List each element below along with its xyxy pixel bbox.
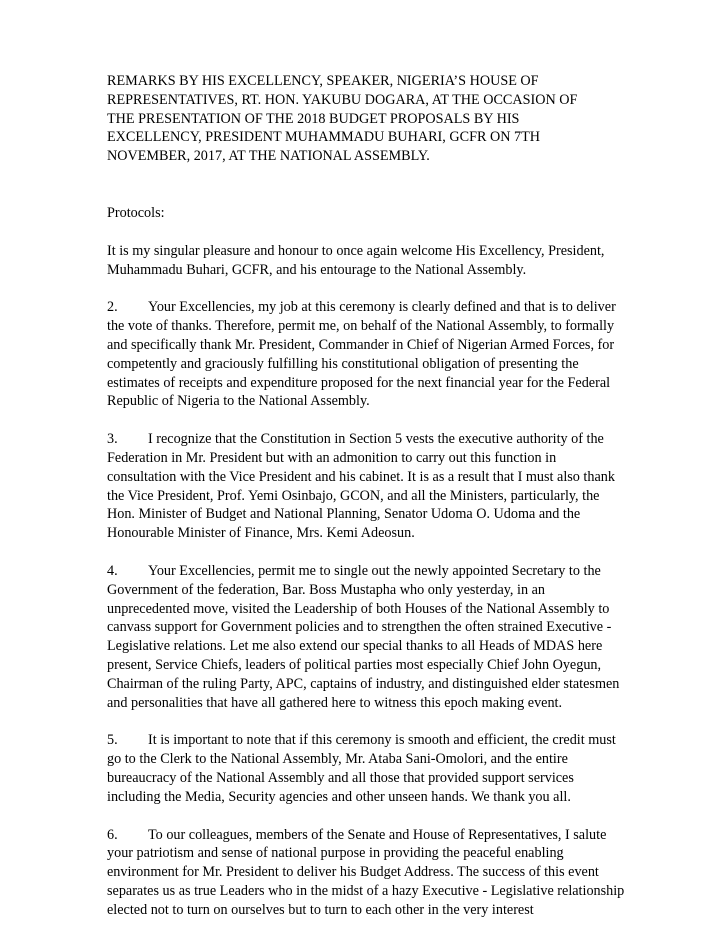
paragraph-6 (107, 826, 627, 920)
paragraph-number: 6. (107, 826, 118, 843)
paragraph-number: 2. (107, 299, 118, 316)
paragraph-number: 4. (107, 562, 118, 579)
paragraph-4 (107, 562, 627, 712)
paragraph-number: 3. (107, 431, 118, 448)
paragraph-5 (107, 731, 627, 806)
paragraph-text: To our colleagues, members of the Senate and House of Representatives, I salute your patriotism and sense of national purpose in providing the peaceful enabling environment for Mr. President to deliver his Budget Address. The success of this event separates us as true Leaders who in the midst of a hazy Executive - Legislative relationship elected not to turn on ourselves but to turn to each other in the very interest (107, 826, 625, 918)
paragraph-text: It is important to note that if this ceremony is smooth and efficient, the credit must go to the Clerk to the National Assembly, Mr. Ataba Sani-Omolori, and the entire bureaucracy of the National Assembly and all those that provided support services including the Media, Security agencies and other unseen hands. We thank you all. (107, 732, 616, 805)
paragraph-text: Your Excellencies, my job at this ceremony is clearly defined and that is to deliver the vote of thanks. Therefore, permit me, on behalf of the National Assembly, to formally and specifically thank Mr. President, Commander in Chief of Nigerian Armed Forces, for competently and graciously fulfilling his constitutional obligation of presenting the estimates of receipts and expenditure proposed for the next financial year for the Federal Republic of Nigeria to the National Assembly. (107, 299, 616, 410)
paragraph-number: 5. (107, 732, 118, 749)
document-body (107, 72, 627, 919)
document-title: REMARKS BY HIS EXCELLENCY, SPEAKER, NIGERIA’S HOUSE OF REPRESENTATIVES, RT. HON. YAKUBU DOGARA, AT THE OCCASION OF THE PRESENTATION OF THE 2018 BUDGET PROPOSALS BY HIS EXCELLENCY, PRESIDENT MUHAMMADU BUHARI, GCFR ON 7TH NOVEMBER, 2017, AT THE NATIONAL ASSEMBLY. (107, 73, 578, 165)
paragraph-2 (107, 298, 627, 411)
paragraph-3 (107, 430, 627, 543)
paragraph-text: I recognize that the Constitution in Section 5 vests the executive authority of the Federation in Mr. President but with an admonition to carry out this function in consultation with the Vice President and his cabinet. It is as a result that I must also thank the Vice President, Prof. Yemi Osinbajo, GCON, and all the Ministers, particularly, the Hon. Minister of Budget and National Planning, Senator Udoma O. Udoma and the Honourable Minister of Finance, Mrs. Kemi Adeosun. (107, 431, 615, 542)
paragraph-text: Your Excellencies, permit me to single out the newly appointed Secretary to the Government of the federation, Bar. Boss Mustapha who only yesterday, in an unprecedented move, visited the Leadership of both Houses of the National Assembly to canvass support for Government policies and to strengthen the often strained Executive - Legislative relations. Let me also extend our special thanks to all Heads of MDAS here present, Service Chiefs, leaders of political parties most especially Chief John Oyegun, Chairman of the ruling Party, APC, captains of industry, and distinguished elder statesmen and personalities that have all gathered here to witness this epoch making event. (107, 562, 620, 711)
protocols-heading: Protocols: (107, 204, 165, 221)
intro-paragraph: It is my singular pleasure and honour to once again welcome His Excellency, President, Muhammadu Buhari, GCFR, and his entourage to the National Assembly. (107, 242, 605, 278)
